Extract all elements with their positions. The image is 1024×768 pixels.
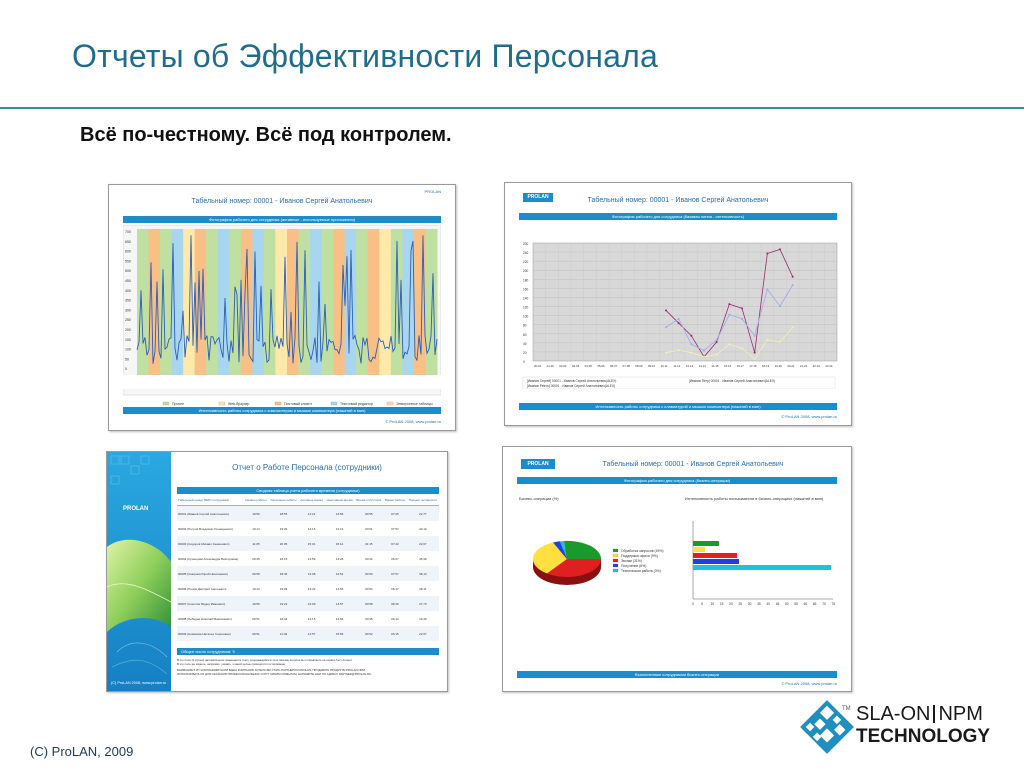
table-cell: 20:05 <box>279 541 288 546</box>
table-cell: 00009 (Новикова Наталья Сергеевна) <box>178 631 231 636</box>
legend-swatch <box>163 402 169 405</box>
legend-swatch <box>613 549 618 552</box>
data-point <box>754 335 756 337</box>
x-tick-label: 21-22 <box>800 364 808 368</box>
table-row <box>177 536 439 551</box>
table-cell: 13:09 <box>307 601 316 606</box>
x-tick-label: 15-16 <box>724 364 732 368</box>
table-cell: 00:50 <box>365 571 373 576</box>
bar-receive <box>693 559 739 564</box>
table-row <box>177 596 439 611</box>
table-cell: 38,13 <box>419 571 427 576</box>
table-cell: 14:56 <box>335 616 344 621</box>
bar-tech <box>693 565 831 570</box>
legend-label: Техническая работа (3%) <box>621 569 661 573</box>
y-tick-label: 300 <box>125 308 131 313</box>
table-cell: 15:01 <box>307 541 316 546</box>
x-tick-label: 0 <box>692 602 694 606</box>
x-tick-label: 60 <box>803 602 808 606</box>
data-point <box>792 284 794 286</box>
x-tick-label: 70 <box>822 602 826 606</box>
thumb2-brand-logo: PROLAN <box>523 193 553 202</box>
x-tick-label: 75 <box>831 602 836 606</box>
pie-slice-requests <box>564 541 601 559</box>
table-cell: 07:57 <box>391 571 399 576</box>
table-cell: 06:17 <box>391 586 399 591</box>
table-cell: 14:15 <box>307 616 316 621</box>
thumb3-footer: (C) ProLAN 2008, www.prolan.ru <box>111 681 167 685</box>
table-row <box>177 581 439 596</box>
thumb2-band-bottom: Интенсивность работы сотрудника с клавиатурой и мышью компьютера (нажатий в мин) <box>519 403 837 410</box>
x-tick-label: 10-11 <box>660 364 668 368</box>
x-tick-label: 05-06 <box>597 364 605 368</box>
y-tick-label: 550 <box>125 259 131 264</box>
x-tick-label: 22-23 <box>812 364 820 368</box>
thumb1-footer: © ProLAN 2008, www.prolan.ru <box>385 419 441 424</box>
table-cell: 10:56 <box>252 601 260 606</box>
logo-npm: NPM <box>938 703 983 725</box>
table-cell: 00:58 <box>365 601 373 606</box>
legend-label: Текстовый редактор <box>340 402 373 406</box>
table-cell: 00007 (Соколов Фёдор Иванович) <box>178 601 226 606</box>
x-tick-label: 20-21 <box>787 364 795 368</box>
thumb3-brand: PROLAN <box>123 506 149 512</box>
table-cell: 15:14 <box>335 541 344 546</box>
x-tick-label: 50 <box>785 602 789 606</box>
data-point <box>678 322 680 324</box>
x-tick-label: 45 <box>775 602 780 606</box>
thumb3-title: Отчет о Работе Персонала (сотрудники) <box>232 463 382 472</box>
activity-stripe <box>356 229 368 375</box>
table-cell: 22,77 <box>419 511 427 516</box>
data-point <box>678 349 680 351</box>
table-row <box>177 566 439 581</box>
y-tick-label: 200 <box>523 242 529 246</box>
table-header: Окончание работы <box>269 495 299 506</box>
x-tick-label: 65 <box>812 602 817 606</box>
x-tick-label: 02-03 <box>559 364 567 368</box>
x-tick-label: 07-08 <box>622 364 630 368</box>
table-cell: 49,10 <box>419 526 427 531</box>
table-cell: 00:51 <box>365 526 373 531</box>
legend-label: Получение (8%) <box>621 564 647 568</box>
data-point <box>766 253 768 255</box>
x-tick-label: 06-07 <box>610 364 618 368</box>
table-cell: 10:56 <box>252 511 260 516</box>
x-tick-label: 12-13 <box>686 364 694 368</box>
table-cell: 19:09 <box>279 586 288 591</box>
y-tick-label: 400 <box>125 288 131 293</box>
table-cell: 14:51 <box>335 571 344 576</box>
data-point <box>716 354 718 356</box>
x-tick-label: 15 <box>719 602 724 606</box>
data-point <box>716 339 718 341</box>
x-tick-label: 08-09 <box>635 364 643 368</box>
legend-label: Поддержка офиса (9%) <box>621 554 658 558</box>
activity-stripe <box>379 229 391 375</box>
data-point <box>690 343 692 345</box>
x-tick-label: 04-05 <box>584 364 592 368</box>
logo-tm: TM <box>842 706 851 712</box>
table-cell: 09:51 <box>252 631 260 636</box>
data-point <box>728 343 730 345</box>
data-point <box>728 303 730 305</box>
x-tick-label: 20 <box>729 602 733 606</box>
x-tick-label: 03-04 <box>572 364 580 368</box>
legend-label: Web-браузер <box>228 402 250 406</box>
report-thumb-business <box>502 446 852 692</box>
slide-subtitle: Всё по-честному. Всё под контролем. <box>80 124 452 146</box>
x-tick-label: 09-10 <box>648 364 656 368</box>
table-cell: 14:28 <box>335 556 344 561</box>
legend-swatch <box>613 564 618 567</box>
thumb2-footer: © ProLAN 2008, www.prolan.ru <box>781 414 837 419</box>
table-cell: 14:57 <box>335 601 344 606</box>
x-tick-label: 19-20 <box>774 364 782 368</box>
legend-label: Прочее <box>172 402 185 406</box>
table-cell: 00003 (Сидоров Михаил Семенович) <box>178 541 230 546</box>
data-point <box>665 326 667 328</box>
table-cell: 14:56 <box>335 511 344 516</box>
table-cell: 00004 (Кузнецова Александра Викторовна) <box>178 556 239 561</box>
x-tick-label: 5 <box>701 602 704 606</box>
x-tick-label: 00-01 <box>534 364 542 368</box>
data-point <box>703 349 705 351</box>
y-tick-label: 160 <box>523 287 529 292</box>
y-tick-label: 50 <box>125 357 129 362</box>
thumb3-note-3: ИСПОЛЬЗОВАТЬ ИХ ДЛЯ ОКАЗАНИЯ ПРОФЕССИОНАЛЬНЫХ УСЛУГ СВОИМ КЛИЕНТАМ, НАПИШИТЕ НАМ ПО АДРЕСУ PARTNER@PROLAN.RU. <box>177 672 372 676</box>
logo-sla-on: SLA-ON <box>856 703 931 725</box>
y-tick-label: 180 <box>523 278 529 283</box>
table-cell: 14:57 <box>307 631 316 636</box>
y-tick-label: 350 <box>125 298 131 303</box>
thumb4-brand-logo: PROLAN <box>521 459 555 469</box>
data-point <box>665 309 667 311</box>
thumb4-left-title: Бизнес-операции (%) <box>519 496 559 501</box>
data-point <box>741 307 743 309</box>
thumb3-side-art <box>107 452 171 691</box>
table-header: Неактивное время <box>325 495 355 506</box>
table-cell: 15:56 <box>335 631 344 636</box>
y-tick-label: 0 <box>523 360 525 364</box>
x-tick-label: 18-19 <box>762 364 770 368</box>
table-row <box>177 521 439 536</box>
table-cell: 09:51 <box>252 616 260 621</box>
table-cell: 00:55 <box>365 511 373 516</box>
table-row <box>177 506 439 522</box>
report-thumb-intensity <box>504 182 852 426</box>
table-cell: 00:54 <box>365 586 373 591</box>
thumb4-charts <box>517 507 837 617</box>
thumb4-band-top: Фотография рабочего дня сотрудника (бизнес-операции) <box>517 477 837 484</box>
data-point <box>779 305 781 307</box>
y-tick-label: 500 <box>125 269 131 274</box>
table-cell: 06:15 <box>391 631 399 636</box>
data-point <box>792 276 794 278</box>
table-cell: 13:13 <box>335 526 344 531</box>
thumb1-band-top: Фотография рабочего дня сотрудника (активные - используемые приложения) <box>123 216 441 223</box>
legend-swatch <box>613 554 618 557</box>
x-tick-label: 11-12 <box>673 364 681 368</box>
table-cell: 19,46 <box>419 616 427 621</box>
logo-line2: TECHNOLOGY <box>856 726 991 747</box>
activity-stripe <box>368 229 380 375</box>
report-thumb-activity <box>108 184 456 431</box>
y-tick-label: 140 <box>523 296 529 301</box>
data-point <box>703 356 705 358</box>
y-tick-label: 150 <box>125 337 131 342</box>
table-cell: 18:46 <box>279 571 288 576</box>
report-thumb-staff <box>106 451 448 692</box>
x-tick-label: 23-24 <box>825 364 833 368</box>
data-point <box>678 318 680 320</box>
table-cell: 18:55 <box>279 511 288 516</box>
table-cell: 09:35 <box>252 556 260 561</box>
data-point <box>741 347 743 349</box>
table-header: Начало работы <box>243 495 268 506</box>
table-cell: 18:44 <box>279 616 288 621</box>
thumb3-note-0: В это поле (2 строки) автоматически помещается текст, содержащийся в теле письма, которое вы отправляете на сервер Тест-Атлант. <box>177 658 353 662</box>
thumb3-table-title: Сводная таблица учета рабочего времени (сотрудники) <box>177 487 439 494</box>
y-tick-label: 650 <box>125 239 131 244</box>
x-tick-label: 25 <box>738 602 743 606</box>
data-point <box>792 326 794 328</box>
thumb2-legend-1: [Иванов Petrov] 00001 - Иванов Сергей Анатольевич(ALEX) <box>527 384 616 388</box>
y-tick-label: 200 <box>125 328 131 332</box>
table-cell: 19:22 <box>279 601 288 606</box>
bar-requests <box>693 541 719 546</box>
data-point <box>665 352 667 354</box>
table-header: Табельный номер (ФИО сотрудника) <box>177 495 243 506</box>
y-tick-label: 120 <box>523 305 529 310</box>
table-cell: 07:42 <box>391 541 399 546</box>
slide-footer: (C) ProLAN, 2009 <box>30 744 134 759</box>
table-cell: 00:52 <box>365 631 373 636</box>
table-cell: 00:45 <box>365 616 373 621</box>
table-cell: 01:15 <box>365 541 373 546</box>
table-header: Процент активности <box>407 495 439 506</box>
table-cell: 14:59 <box>307 556 316 561</box>
y-tick-label: 250 <box>125 318 131 323</box>
x-tick-label: 01-02 <box>546 364 554 368</box>
activity-stripe <box>402 229 414 375</box>
business-bars <box>692 521 835 606</box>
legend-swatch <box>613 559 618 562</box>
y-tick-label: 20 <box>523 350 527 355</box>
y-tick-label: 80 <box>523 323 527 328</box>
bar-office <box>693 547 705 552</box>
x-tick-label: 35 <box>757 602 761 606</box>
data-point <box>728 314 730 316</box>
thumb2-band-top: Фотография рабочего дня сотрудника (базовая линия - интенсивность) <box>519 213 837 220</box>
y-tick-label: 450 <box>125 279 131 283</box>
table-cell: 10:13 <box>252 526 260 531</box>
table-row <box>177 626 439 641</box>
legend-label: Электронные таблицы <box>396 402 433 406</box>
staff-table <box>177 495 439 641</box>
data-point <box>779 248 781 250</box>
x-tick-label: 40 <box>766 602 770 606</box>
table-row <box>177 551 439 566</box>
table-cell: 22,67 <box>419 541 427 546</box>
activity-stripe <box>322 229 334 375</box>
thumb3-note-1: В это поле вы можете, например, указать, к какой целью проводится тестирование. <box>177 662 286 666</box>
table-cell: 45,39 <box>419 556 427 561</box>
logo-line1 <box>856 703 983 726</box>
y-tick-label: 40 <box>523 341 527 346</box>
table-cell: 06:27 <box>391 556 399 561</box>
data-point <box>690 352 692 354</box>
y-tick-label: 0 <box>125 367 127 372</box>
x-tick-label: 10 <box>710 602 715 606</box>
data-point <box>716 341 718 343</box>
table-cell: 00:32 <box>365 556 373 561</box>
activity-stripe <box>137 229 149 375</box>
x-tick-label: 14-15 <box>711 364 719 368</box>
table-cell: 19:09 <box>279 526 288 531</box>
data-point <box>754 358 756 360</box>
thumb3-note-2: ВНИМАНИЕ!!! ИТ КОМПАНИЯМ! ЕСЛИ ВАША КОМПАНИЯ ХОТЕЛА БЫ СТАТЬ ПАРТНЕРОМ PROLAN, ПРОДАВАТЬ ПРОДУКТЫ PROLAN NPM <box>177 668 365 672</box>
activity-stripe <box>195 229 207 375</box>
data-point <box>754 352 756 354</box>
y-tick-label: 240 <box>523 251 529 256</box>
table-cell: 09:58 <box>252 571 260 576</box>
table-cell: 11:49 <box>279 631 288 636</box>
data-point <box>766 339 768 341</box>
y-tick-label: 600 <box>125 249 131 254</box>
legend-swatch <box>275 402 281 405</box>
thumb2-header: Табельный номер: 00001 - Иванов Сергей Анатольевич <box>587 197 769 204</box>
table-header: Время отсутствия <box>354 495 383 506</box>
thumb4-footer: © ProLAN 2008, www.prolan.ru <box>781 681 837 686</box>
table-cell: 07:25 <box>391 511 399 516</box>
legend-swatch <box>219 402 225 405</box>
table-cell: 27,73 <box>419 601 427 606</box>
table-cell: 13:32 <box>307 586 316 591</box>
table-cell: 06:13 <box>391 616 399 621</box>
thumb1-chart <box>123 225 441 425</box>
bar-calls <box>693 553 737 558</box>
table-cell: 14:56 <box>335 586 344 591</box>
table-cell: 00005 (Смирнов Юрий Николаевич) <box>178 571 229 576</box>
table-cell: 00002 (Петров Владимир Геннадьевич) <box>178 526 234 531</box>
table-header: Активное время <box>299 495 325 506</box>
table-cell: 10:13 <box>252 586 260 591</box>
legend-swatch <box>613 569 618 572</box>
x-tick-label: 17-18 <box>749 364 757 368</box>
legend-label: Обработка запросов (49%) <box>621 549 664 553</box>
table-cell: 00001 (Иванов Сергей Анатольевич) <box>178 511 230 516</box>
y-tick-label: 220 <box>523 260 529 265</box>
x-tick-label: 16-17 <box>736 364 744 368</box>
thumb3-total: Общее число сотрудников: 9 <box>177 648 439 655</box>
thumb4-right-title: Интенсивность работы пользователя в бизнес-операциях (нажатий в мин) <box>685 496 824 501</box>
table-cell: 06:46 <box>391 601 399 606</box>
thumb2-legend-2: [Иванов Петр] 00001 - Иванов Сергей Анатольевич(ALEX) <box>689 379 776 383</box>
table-cell: 00006 (Попов Дмитрий Сергеевич) <box>178 586 227 591</box>
table-cell: 07:57 <box>391 526 399 531</box>
table-cell: 11:05 <box>252 541 260 546</box>
data-point <box>766 288 768 290</box>
table-cell: 14:21 <box>307 511 316 516</box>
thumb1-band-bottom: Интенсивность работы сотрудника с компьютером и мышью компьютера (нажатий в мин) <box>123 407 441 414</box>
table-cell: 14:15 <box>307 526 316 531</box>
thumb2-chart <box>519 229 839 389</box>
y-tick-label: 200 <box>523 269 529 274</box>
thumb3-notes <box>177 658 439 676</box>
legend-swatch <box>331 402 337 405</box>
table-cell: 00008 (Лебедев Николай Максимович) <box>178 616 232 621</box>
y-tick-label: 60 <box>523 332 527 337</box>
table-cell: 18:15 <box>279 556 288 561</box>
thumb4-header: Табельный номер: 00001 - Иванов Сергей Анатольевич <box>602 461 784 468</box>
y-tick-label: 700 <box>125 230 131 234</box>
slide-title: Отчеты об Эффективности Персонала <box>72 38 659 74</box>
y-tick-label: 100 <box>125 347 131 352</box>
legend-swatch <box>387 402 393 405</box>
x-tick-label: 55 <box>794 602 798 606</box>
table-header: Время работы <box>383 495 407 506</box>
thumb4-band-bottom: Выполненные сотрудником бизнес-операции <box>517 671 837 678</box>
x-tick-label: 30 <box>747 602 752 606</box>
legend-label: Звонки (31%) <box>621 559 642 563</box>
x-tick-label: 13-14 <box>698 364 706 368</box>
y-tick-label: 100 <box>523 314 529 319</box>
table-row <box>177 611 439 626</box>
thumb1-header: Табельный номер: 00001 - Иванов Сергей Анатольевич <box>191 198 373 205</box>
table-cell: 13:08 <box>307 571 316 576</box>
thumb1-stamp: PROLAN <box>424 189 441 194</box>
data-point <box>779 341 781 343</box>
data-point <box>741 318 743 320</box>
thumb2-legend-0: [Иванов Сергей] 00001 - Иванов Сергей Анатольевич(ALEX) <box>527 379 617 383</box>
table-cell: 22,67 <box>419 631 427 636</box>
data-point <box>690 335 692 337</box>
table-cell: 28,11 <box>419 586 427 591</box>
business-pie <box>533 541 601 585</box>
legend-label: Почтовый клиент <box>284 402 313 406</box>
title-rule <box>0 107 1024 109</box>
